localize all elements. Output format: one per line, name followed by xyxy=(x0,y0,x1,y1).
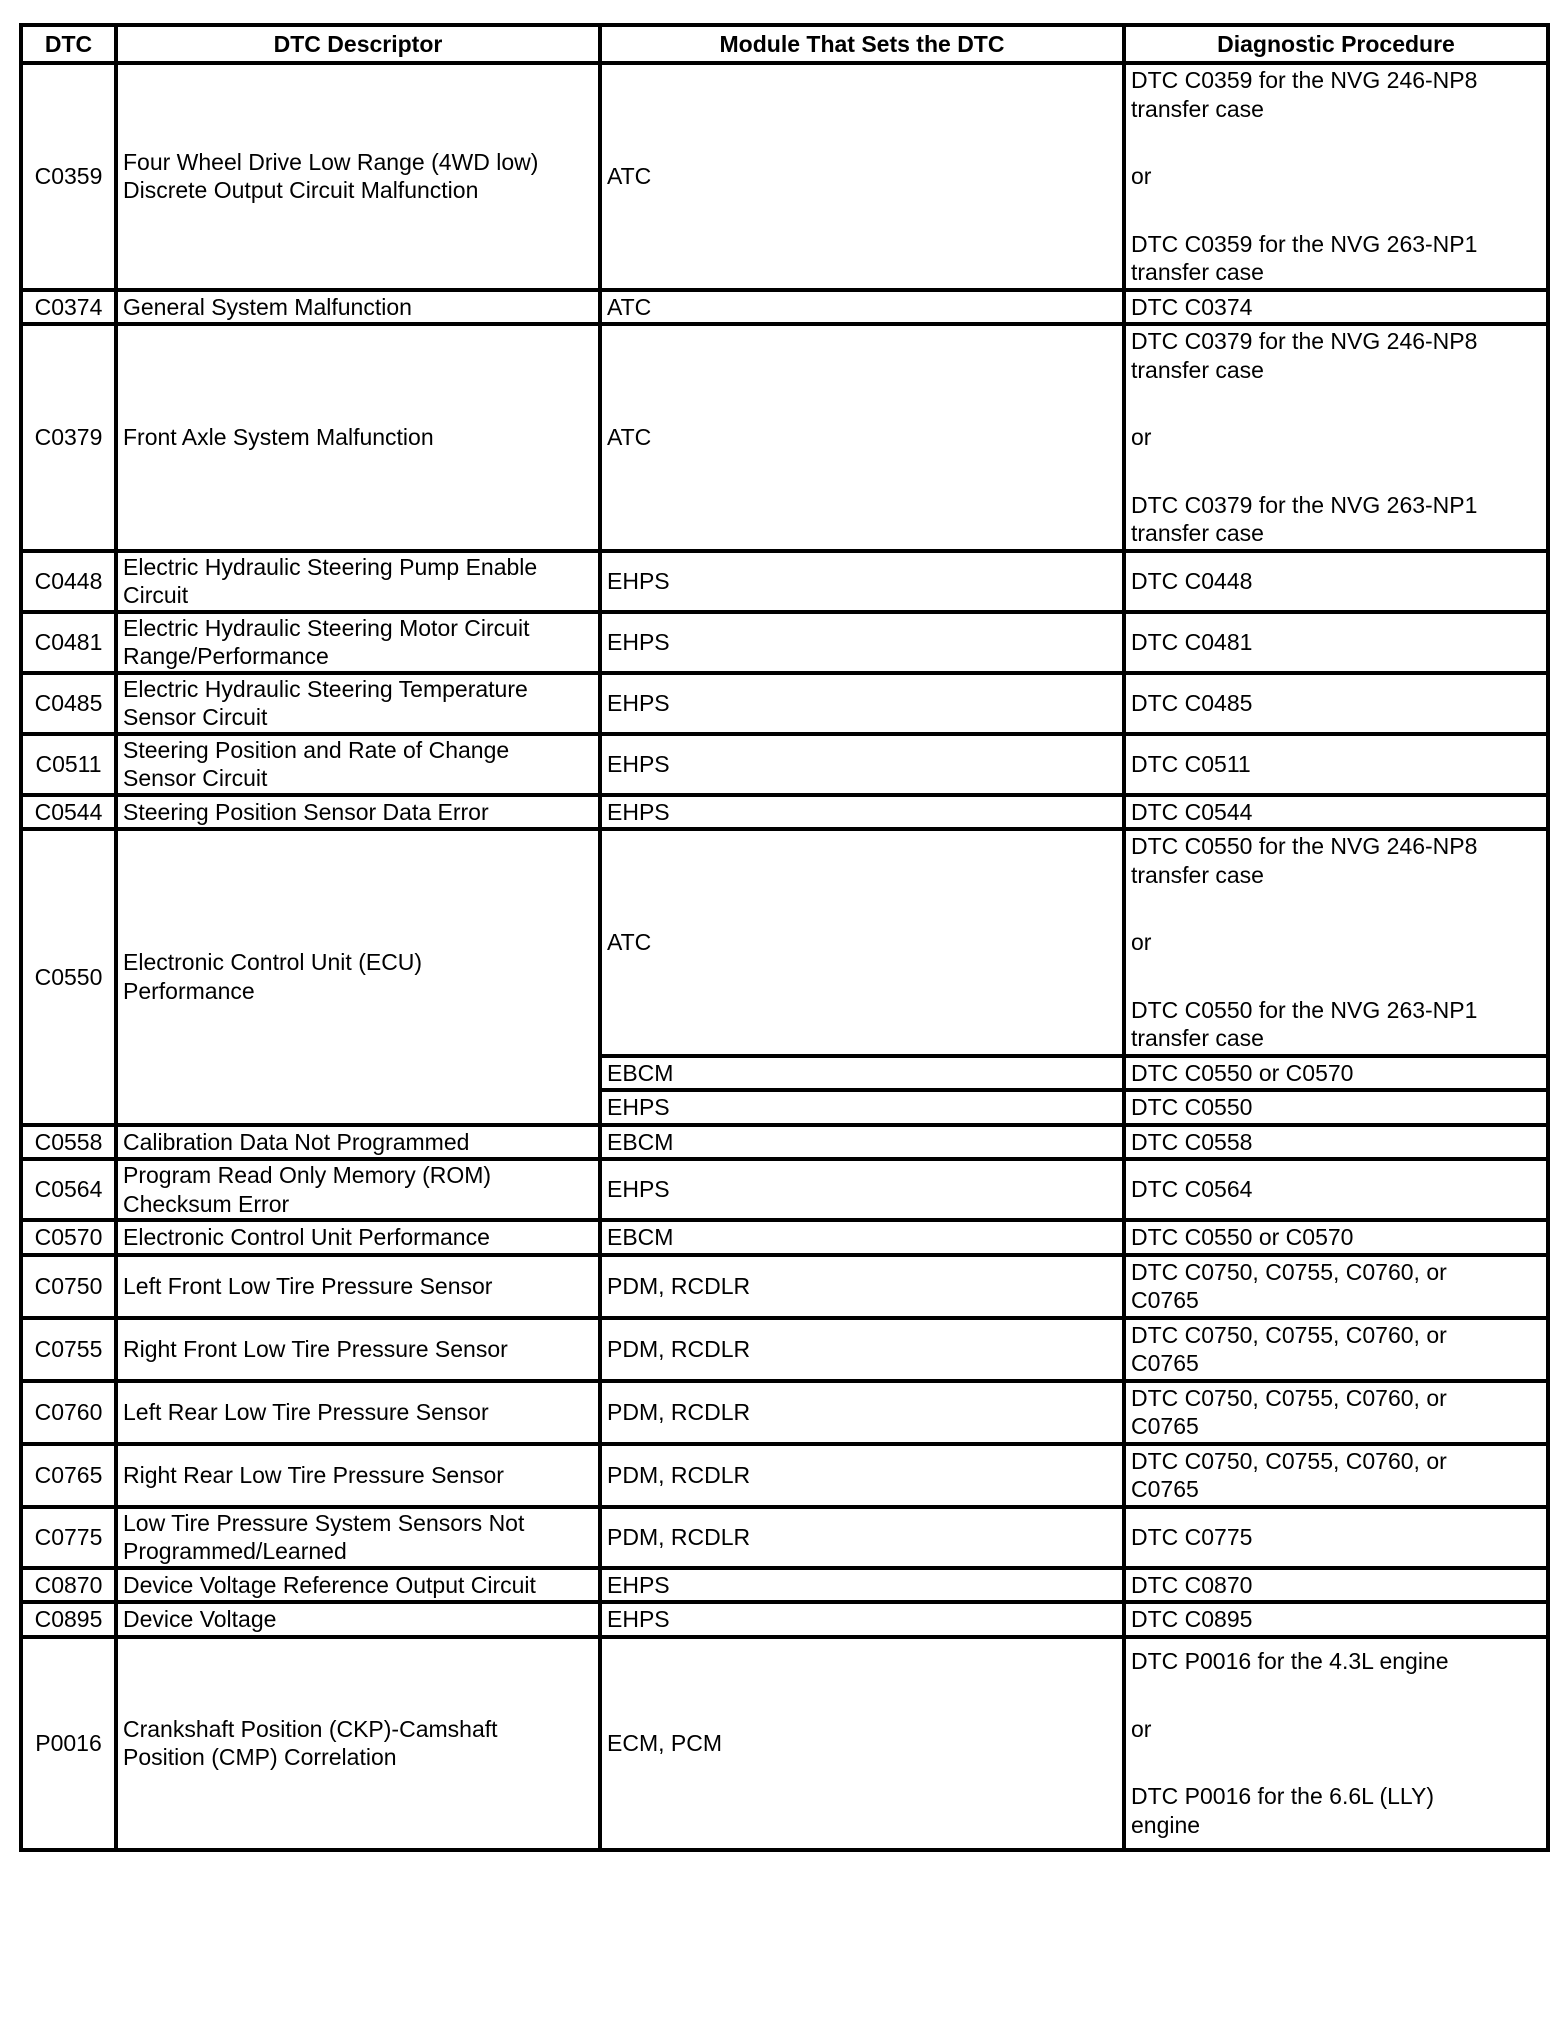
module-cell: PDM, RCDLR xyxy=(600,1507,1124,1568)
text-line: DTC C0550 or C0570 xyxy=(1131,1224,1354,1250)
dtc-code-cell: C0374 xyxy=(21,290,116,325)
text-line: Position (CMP) Correlation xyxy=(123,1744,397,1770)
module-cell: EHPS xyxy=(600,1568,1124,1603)
diagnostic-procedure-cell xyxy=(1124,1444,1548,1507)
module-cell: PDM, RCDLR xyxy=(600,1381,1124,1444)
text-line: Range/Performance xyxy=(123,643,329,669)
dtc-descriptor-cell xyxy=(116,324,600,551)
text-line: DTC C0481 xyxy=(1131,628,1253,655)
text-line: Calibration Data Not Programmed xyxy=(123,1128,470,1155)
text-line: Electric Hydraulic Steering Motor Circuit xyxy=(123,614,530,641)
table-row xyxy=(21,1507,1548,1568)
text-line: or xyxy=(1131,1715,1152,1742)
dtc-code-cell: C0359 xyxy=(21,63,116,290)
diagnostic-procedure-cell xyxy=(1124,795,1548,830)
table-row xyxy=(21,1220,1548,1255)
text-line: Right Rear Low Tire Pressure Sensor xyxy=(123,1461,504,1488)
dtc-code-cell: C0765 xyxy=(21,1444,116,1507)
diagnostic-procedure-cell xyxy=(1124,734,1548,795)
paragraph-gap xyxy=(1131,191,1540,230)
dtc-descriptor-cell xyxy=(116,1159,600,1220)
module-cell: ATC xyxy=(600,63,1124,290)
module-cell: EHPS xyxy=(600,1090,1124,1125)
diagnostic-procedure-cell xyxy=(1124,1507,1548,1568)
diagnostic-procedure-cell xyxy=(1124,1381,1548,1444)
dtc-code-cell: C0870 xyxy=(21,1568,116,1603)
text-line: Crankshaft Position (CKP)-Camshaft xyxy=(123,1715,498,1742)
header-dtc-descriptor: DTC Descriptor xyxy=(116,25,600,63)
table-row xyxy=(21,1444,1548,1507)
dtc-descriptor-cell xyxy=(116,673,600,734)
text-line: DTC C0550 xyxy=(1131,1094,1253,1120)
paragraph-gap xyxy=(1131,1743,1540,1782)
dtc-code-cell: C0448 xyxy=(21,551,116,612)
table-row xyxy=(21,63,1548,290)
table-row xyxy=(21,290,1548,325)
text-line: DTC C0750, C0755, C0760, or xyxy=(1131,1258,1447,1285)
module-cell: EBCM xyxy=(600,1125,1124,1160)
text-line: Electronic Control Unit (ECU) xyxy=(123,949,423,976)
text-line: DTC C0750, C0755, C0760, or xyxy=(1131,1384,1447,1411)
dtc-code-cell: C0564 xyxy=(21,1159,116,1220)
text-line: Steering Position Sensor Data Error xyxy=(123,798,489,825)
diagnostic-procedure-cell xyxy=(1124,1255,1548,1318)
text-line: DTC C0550 for the NVG 246-NP8 xyxy=(1131,833,1478,859)
module-cell: EHPS xyxy=(600,795,1124,830)
text-line: DTC C0895 xyxy=(1131,1606,1253,1632)
dtc-descriptor-cell xyxy=(116,1637,600,1850)
paragraph-gap xyxy=(1131,452,1540,491)
table-row xyxy=(21,1318,1548,1381)
diagnostic-procedure-cell xyxy=(1124,1125,1548,1160)
dtc-descriptor-cell xyxy=(116,1255,600,1318)
module-cell: PDM, RCDLR xyxy=(600,1444,1124,1507)
module-cell: EHPS xyxy=(600,612,1124,673)
text-line: Electronic Control Unit Performance xyxy=(123,1224,490,1250)
table-row xyxy=(21,324,1548,551)
module-cell: EHPS xyxy=(600,1602,1124,1637)
text-line: Electric Hydraulic Steering Pump Enable xyxy=(123,553,538,580)
paragraph-gap xyxy=(1131,384,1540,423)
text-line: or xyxy=(1131,163,1152,189)
table-body xyxy=(21,63,1548,1850)
diagnostic-procedure-cell xyxy=(1124,1056,1548,1091)
module-cell: PDM, RCDLR xyxy=(600,1318,1124,1381)
text-line: DTC C0485 xyxy=(1131,689,1253,716)
table-row xyxy=(21,673,1548,734)
text-line: Left Front Low Tire Pressure Sensor xyxy=(123,1272,493,1299)
table-row xyxy=(21,795,1548,830)
dtc-descriptor-cell xyxy=(116,829,600,1125)
diagnostic-procedure-cell xyxy=(1124,324,1548,551)
text-line: Sensor Circuit xyxy=(123,704,268,730)
dtc-descriptor-cell xyxy=(116,795,600,830)
text-line: Electric Hydraulic Steering Temperature xyxy=(123,675,528,702)
diagnostic-procedure-cell xyxy=(1124,1090,1548,1125)
diagnostic-procedure-cell xyxy=(1124,1220,1548,1255)
dtc-code-cell: C0544 xyxy=(21,795,116,830)
text-line: or xyxy=(1131,929,1152,955)
module-cell: ATC xyxy=(600,829,1124,1056)
dtc-descriptor-cell xyxy=(116,1568,600,1603)
paragraph-gap xyxy=(1131,889,1540,928)
text-line: Programmed/Learned xyxy=(123,1538,347,1564)
text-line: transfer case xyxy=(1131,1025,1264,1051)
module-cell: ATC xyxy=(600,324,1124,551)
dtc-descriptor-cell xyxy=(116,1318,600,1381)
diagnostic-procedure-cell xyxy=(1124,1159,1548,1220)
text-line: DTC C0359 for the NVG 246-NP8 xyxy=(1131,67,1478,93)
diagnostic-procedure-cell xyxy=(1124,63,1548,290)
module-cell: ECM, PCM xyxy=(600,1637,1124,1850)
text-line: DTC C0379 for the NVG 246-NP8 xyxy=(1131,328,1478,354)
text-line: Device Voltage Reference Output Circuit xyxy=(123,1571,536,1598)
diagnostic-procedure-cell xyxy=(1124,673,1548,734)
module-cell: EHPS xyxy=(600,551,1124,612)
text-line: Steering Position and Rate of Change xyxy=(123,736,510,763)
dtc-code-cell: C0755 xyxy=(21,1318,116,1381)
diagnostic-procedure-cell xyxy=(1124,1602,1548,1637)
text-line: General System Malfunction xyxy=(123,293,412,320)
text-line: transfer case xyxy=(1131,259,1264,285)
diagnostic-procedure-cell xyxy=(1124,1637,1548,1850)
paragraph-gap xyxy=(1131,123,1540,162)
text-line: DTC C0558 xyxy=(1131,1128,1253,1155)
dtc-code-cell: P0016 xyxy=(21,1637,116,1850)
module-cell: EHPS xyxy=(600,734,1124,795)
text-line: C0765 xyxy=(1131,1413,1199,1439)
table-row xyxy=(21,1381,1548,1444)
dtc-descriptor-cell xyxy=(116,63,600,290)
text-line: C0765 xyxy=(1131,1287,1199,1313)
text-line: DTC C0448 xyxy=(1131,567,1253,594)
diagnostic-procedure-cell xyxy=(1124,1568,1548,1603)
paragraph-gap xyxy=(1131,1676,1540,1715)
text-line: Right Front Low Tire Pressure Sensor xyxy=(123,1335,508,1362)
diagnostic-procedure-cell xyxy=(1124,612,1548,673)
dtc-descriptor-cell xyxy=(116,1444,600,1507)
module-cell: EBCM xyxy=(600,1220,1124,1255)
table-row xyxy=(21,1159,1548,1220)
text-line: transfer case xyxy=(1131,520,1264,546)
text-line: Performance xyxy=(123,977,255,1004)
text-line: transfer case xyxy=(1131,356,1264,383)
module-cell: ATC xyxy=(600,290,1124,325)
dtc-code-cell: C0775 xyxy=(21,1507,116,1568)
text-line: DTC P0016 for the 4.3L engine xyxy=(1131,1648,1449,1674)
header-module: Module That Sets the DTC xyxy=(600,25,1124,63)
text-line: Circuit xyxy=(123,582,189,608)
dtc-descriptor-cell xyxy=(116,1602,600,1637)
header-dtc: DTC xyxy=(21,25,116,63)
dtc-descriptor-cell xyxy=(116,290,600,325)
table-row xyxy=(21,612,1548,673)
dtc-descriptor-cell xyxy=(116,612,600,673)
text-line: DTC C0750, C0755, C0760, or xyxy=(1131,1447,1447,1474)
text-line: DTC C0379 for the NVG 263-NP1 xyxy=(1131,491,1478,518)
text-line: Device Voltage xyxy=(123,1606,277,1632)
text-line: transfer case xyxy=(1131,95,1264,122)
dtc-code-cell: C0750 xyxy=(21,1255,116,1318)
dtc-table xyxy=(19,23,1550,1852)
text-line: or xyxy=(1131,424,1152,450)
table-row xyxy=(21,1255,1548,1318)
text-line: DTC C0550 or C0570 xyxy=(1131,1059,1354,1086)
text-line: Checksum Error xyxy=(123,1190,290,1217)
text-line: DTC C0359 for the NVG 263-NP1 xyxy=(1131,230,1478,257)
text-line: Program Read Only Memory (ROM) xyxy=(123,1162,492,1188)
header-row xyxy=(21,25,1548,63)
text-line: DTC C0544 xyxy=(1131,798,1253,825)
text-line: Sensor Circuit xyxy=(123,765,268,791)
table-row xyxy=(21,829,1548,1056)
table-row xyxy=(21,734,1548,795)
dtc-descriptor-cell xyxy=(116,734,600,795)
dtc-code-cell: C0760 xyxy=(21,1381,116,1444)
dtc-code-cell: C0558 xyxy=(21,1125,116,1160)
text-line: C0765 xyxy=(1131,1476,1199,1502)
text-line: DTC C0550 for the NVG 263-NP1 xyxy=(1131,996,1478,1023)
dtc-code-cell: C0379 xyxy=(21,324,116,551)
dtc-code-cell: C0570 xyxy=(21,1220,116,1255)
module-cell: EHPS xyxy=(600,673,1124,734)
dtc-descriptor-cell xyxy=(116,1381,600,1444)
diagnostic-procedure-cell xyxy=(1124,290,1548,325)
text-line: DTC C0870 xyxy=(1131,1571,1253,1598)
paragraph-gap xyxy=(1131,957,1540,996)
text-line: Low Tire Pressure System Sensors Not xyxy=(123,1509,525,1536)
table-row xyxy=(21,1602,1548,1637)
diagnostic-procedure-cell xyxy=(1124,551,1548,612)
dtc-descriptor-cell xyxy=(116,1220,600,1255)
dtc-code-cell: C0485 xyxy=(21,673,116,734)
header-diagnostic-procedure: Diagnostic Procedure xyxy=(1124,25,1548,63)
text-line: Left Rear Low Tire Pressure Sensor xyxy=(123,1398,489,1425)
text-line: DTC C0511 xyxy=(1131,750,1251,777)
text-line: DTC C0564 xyxy=(1131,1176,1253,1203)
dtc-code-cell: C0511 xyxy=(21,734,116,795)
dtc-descriptor-cell xyxy=(116,1507,600,1568)
text-line: Four Wheel Drive Low Range (4WD low) xyxy=(123,148,539,175)
table-row xyxy=(21,551,1548,612)
text-line: DTC C0750, C0755, C0760, or xyxy=(1131,1321,1447,1348)
text-line: DTC P0016 for the 6.6L (LLY) xyxy=(1131,1783,1434,1809)
dtc-descriptor-cell xyxy=(116,1125,600,1160)
table-row xyxy=(21,1568,1548,1603)
text-line: Discrete Output Circuit Malfunction xyxy=(123,177,479,204)
module-cell: PDM, RCDLR xyxy=(600,1255,1124,1318)
text-line: DTC C0374 xyxy=(1131,293,1253,320)
diagnostic-procedure-cell xyxy=(1124,1318,1548,1381)
dtc-descriptor-cell xyxy=(116,551,600,612)
text-line: C0765 xyxy=(1131,1350,1199,1376)
text-line: DTC C0775 xyxy=(1131,1523,1253,1550)
table-row xyxy=(21,1125,1548,1160)
module-cell: EBCM xyxy=(600,1056,1124,1091)
table-row xyxy=(21,1637,1548,1850)
dtc-code-cell: C0550 xyxy=(21,829,116,1125)
text-line: engine xyxy=(1131,1811,1201,1838)
dtc-code-cell: C0895 xyxy=(21,1602,116,1637)
dtc-code-cell: C0481 xyxy=(21,612,116,673)
text-line: Front Axle System Malfunction xyxy=(123,424,434,450)
module-cell: EHPS xyxy=(600,1159,1124,1220)
diagnostic-procedure-cell xyxy=(1124,829,1548,1056)
text-line: transfer case xyxy=(1131,861,1264,888)
